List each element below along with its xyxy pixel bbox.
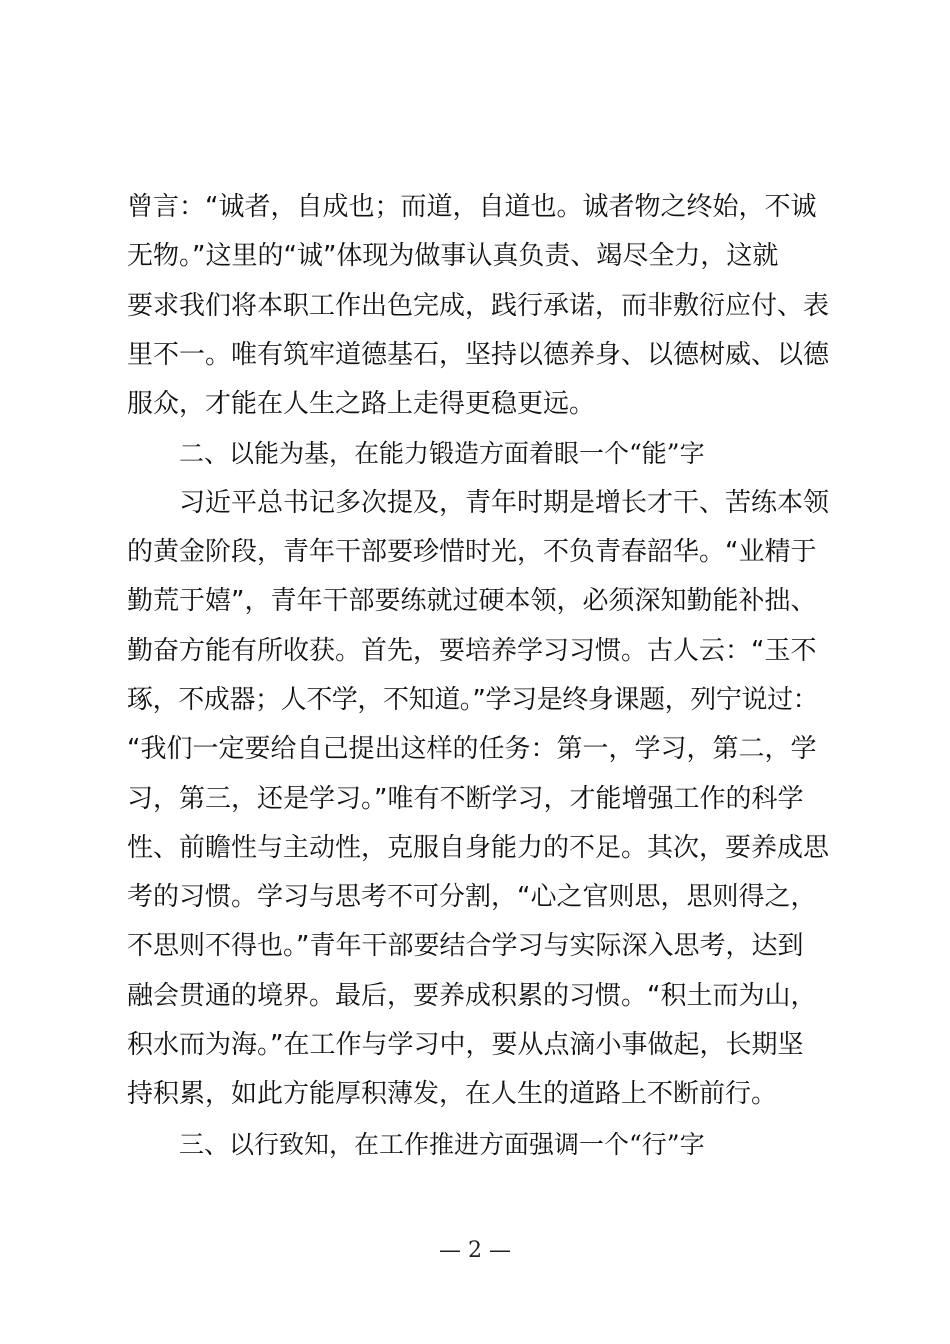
paragraph-line: 的黄金阶段，青年干部要珍惜时光，不负青春韶华。“业精于 (127, 537, 817, 568)
section-heading-2: 二、以能为基，在能力锻造方面着眼一个“能”字 (179, 439, 705, 469)
paragraph-line: 融会贯通的境界。最后，要养成积累的习惯。“积土而为山， (127, 980, 817, 1011)
paragraph-line: 勤荒于嬉”，青年干部要练就过硬本领，必须深知勤能补拙、 (127, 586, 817, 617)
paragraph-line: 不思则不得也。”青年干部要结合学习与实际深入思考，达到 (127, 931, 804, 962)
page-number: — 2 — (439, 1238, 511, 1263)
paragraph-line: 考的习惯。学习与思考不可分割，“心之官则思，思则得之， (127, 882, 817, 913)
paragraph-line: 习，第三，还是学习。”唯有不断学习，才能增强工作的科学 (127, 783, 804, 814)
paragraph-line: 服众，才能在人生之路上走得更稳更远。 (127, 389, 596, 420)
paragraph-line: 积水而为海。”在工作与学习中，要从点滴小事做起，长期坚 (127, 1030, 804, 1061)
paragraph-line: 性、前瞻性与主动性，克服自身能力的不足。其次，要养成思 (127, 832, 830, 863)
document-body (127, 183, 847, 1169)
paragraph-line: 无物。”这里的“诚”体现为做事认真负责、竭尽全力，这就 (127, 241, 779, 272)
paragraph-line: 持积累，如此方能厚积薄发，在人生的道路上不断前行。 (127, 1079, 778, 1110)
paragraph-line: “我们一定要给自己提出这样的任务：第一，学习，第二，学 (127, 734, 817, 765)
paragraph-line: 琢，不成器；人不学，不知道。”学习是终身课题，列宁说过： (127, 684, 819, 715)
paragraph-line: 勤奋方能有所收获。首先，要培养学习习惯。古人云：“玉不 (127, 635, 817, 666)
paragraph-line: 习近平总书记多次提及，青年时期是增长才干、苦练本领 (179, 487, 830, 518)
paragraph-line: 要求我们将本职工作出色完成，践行承诺，而非敷衍应付、表 (127, 290, 830, 321)
paragraph-line: 里不一。唯有筑牢道德基石，坚持以德养身、以德树威、以德 (127, 339, 830, 370)
section-heading-3: 三、以行致知，在工作推进方面强调一个“行”字 (179, 1129, 705, 1159)
paragraph-line: 曾言：“诚者，自成也；而道，自道也。诚者物之终始，不诚 (127, 192, 817, 222)
